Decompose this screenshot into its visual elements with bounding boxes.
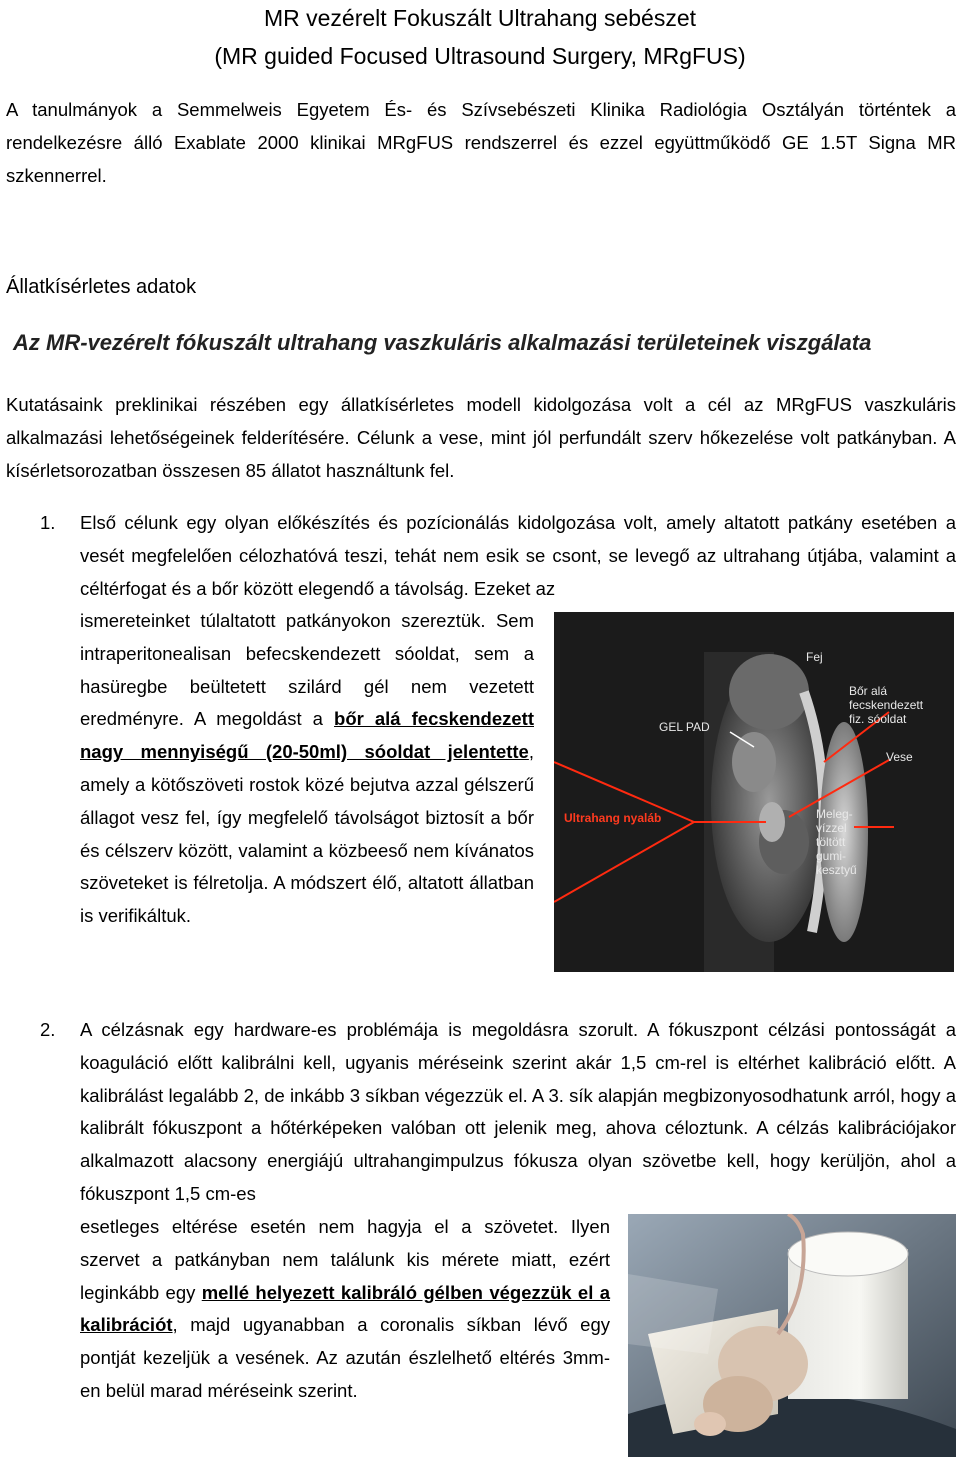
item1-text-a: ismereteinket túlaltatott patkányokon szereztük. Sem intraperitonealisan befecskendezett sóoldat, sem a hasüregbe beültetett szilárd gél nem vezetett eredményre. A megoldást a — [80, 610, 534, 730]
title-line-2: (MR guided Focused Ultrasound Surgery, MRgFUS) — [214, 43, 746, 69]
paragraph-1: Kutatásaink preklinikai részében egy állatkísérletes modell kidolgozása volt a cél az MRgFUS vaszkuláris alkalmazási lehetőségeinek felderítésére. Célunk a vese, mint jól perfundált szerv hőkezelése volt patkányban. A kísérletsorozatban összesen 85 állatot használtunk fel. — [6, 394, 956, 481]
list-number-1: 1. — [40, 512, 56, 533]
item2-text-a: esetleges eltérése esetén nem hagyja el a szövetet. Ilyen szervet a patkányban nem találunk kis mérete miatt, ezért leginkább egy — [80, 1216, 610, 1303]
title-line-1: MR vezérelt Fokuszált Ultrahang sebészet — [263, 5, 697, 31]
item2-text-b: , majd ugyanabban a coronalis síkban lévő egy pontját kezeljük a vesének. Az azután észlelhető eltérés 3mm-en belül marad méréseink szerint. — [80, 1314, 610, 1401]
item2-underlined: mellé helyezett kalibráló gélben végezzük el a kalibrációt — [80, 1281, 610, 1336]
mri-label-beam: Ultrahang nyaláb — [564, 811, 662, 825]
mri-label-glove: Meleg-vízzel töltött gumi-kesztyű — [816, 807, 857, 877]
list-number-2: 2. — [40, 1019, 56, 1040]
intro-paragraph: A tanulmányok a Semmelweis Egyetem És- és Szívsebészeti Klinika Radiológia Osztályán történtek a rendelkezésre álló Exablate 2000 klinikai MRgFUS rendszerrel és ezzel együttműködő GE 1.5T Signa MR szkennerrel. — [6, 99, 956, 186]
section-heading: Állatkísérletes adatok — [6, 276, 197, 298]
item1-text-full: Első célunk egy olyan előkészítés és pozícionálás kidolgozása volt, amely altatott patkány esetében a vesét megfelelően célozhatóvá teszi, tehát nem esik se csont, se levegő az ultrahang útjába, valamint a céltérfogat és a bőr között elegendő a távolság. Ezeket az — [80, 512, 956, 599]
mri-label-kidney: Vese — [886, 750, 913, 764]
mri-label-head: Fej — [806, 650, 823, 664]
item1-text-b: , amely a kötőszöveti rostok közé bejutva azzal gélszerű állagot vesz fel, így megfelelő távolságot biztosít a bőr és célszerv között, valamint a közbeeső nem kívánatos szöveteket is félretolja. A módszert élő, altatott állatban is verifikáltuk. — [80, 741, 534, 927]
mri-image — [554, 612, 954, 972]
mri-label-gelpad: GEL PAD — [659, 720, 710, 734]
subheading: Az MR-vezérelt fókuszált ultrahang vaszkuláris alkalmazási területeinek viszgálata — [13, 330, 872, 355]
rat-photo — [628, 1214, 956, 1457]
item1-underlined: bőr alá fecskendezett nagy mennyiségű (20-50ml) sóoldat jelentette — [80, 708, 534, 763]
item2-text-wrapped — [80, 1211, 610, 1408]
rat-photo-image — [628, 1214, 956, 1457]
mri-figure — [554, 612, 954, 972]
item2-text-full: A célzásnak egy hardware-es problémája is megoldásra szorult. A fókuszpont célzási pontosságát a koaguláció előtt kalibrálni kell, ugyanis méréseink szerint akár 1,5 cm-rel is eltérhet kalibráció előtt. A kalibrálást legalább 2, de inkább 3 síkban végezzük el. A 3. sík alapján megbizonyosodhatunk arról, hogy a kalibrált fókuszpont a hőtérképeken valóban ott jelenik meg, ahova céloztunk. A célzás kalibrációjakor alkalmazott alacsony energiájú ultrahangimpulzus fókusza olyan szövetbe kell, hogy kerüljön, ahol a fókuszpont 1,5 cm-es — [80, 1019, 956, 1204]
item1-text-wrapped — [80, 605, 534, 933]
mri-label-saline: Bőr alá fecskendezett fiz. sóoldat — [849, 684, 924, 726]
